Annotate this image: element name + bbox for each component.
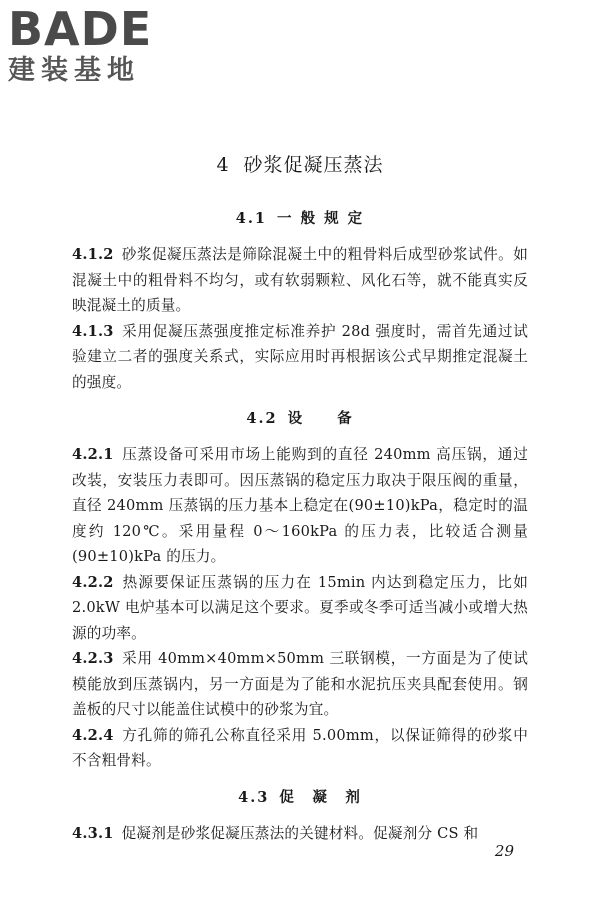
section-title-4-3 bbox=[72, 786, 528, 807]
section-title-4-1 bbox=[72, 207, 528, 228]
page-content bbox=[72, 150, 528, 846]
bade-logo bbox=[8, 2, 178, 90]
clause-4-2-2 bbox=[72, 570, 528, 647]
clause-text: 方孔筛的筛孔公称直径采用 5.00mm，以保证筛得的砂浆中不含粗骨料。 bbox=[72, 726, 528, 769]
clause-number: 4.3.1 bbox=[72, 824, 114, 842]
clause-number: 4.2.4 bbox=[72, 726, 114, 744]
clause-4-2-1 bbox=[72, 442, 528, 570]
clause-number: 4.1.3 bbox=[72, 322, 114, 340]
clause-4-1-2 bbox=[72, 242, 528, 319]
clause-text: 采用 40mm×40mm×50mm 三联钢模，一方面是为了使试模能放到压蒸锅内，另一方面是为了能和水泥抗压夹具配套使用。钢盖板的尺寸以能盖住试模中的砂浆为宜。 bbox=[72, 650, 528, 718]
clause-text: 促凝剂是砂浆促凝压蒸法的关键材料。促凝剂分 CS 和 bbox=[121, 824, 479, 842]
clause-4-3-1 bbox=[72, 821, 528, 847]
section-title-text: 设 备 bbox=[287, 410, 354, 427]
section-number: 4.1 bbox=[235, 210, 268, 227]
clause-number: 4.1.2 bbox=[72, 246, 114, 263]
page-number: 29 bbox=[494, 842, 514, 860]
chapter-title-text: 砂浆促凝压蒸法 bbox=[243, 154, 384, 176]
section-title-text: 一 般 规 定 bbox=[277, 210, 365, 227]
clause-text: 压蒸设备可采用市场上能购到的直径 240mm 高压锅，通过改装，安装压力表即可。因压蒸锅的稳定压力取决于限压阀的重量，直径 240mm 压蒸锅的压力基本上稳定在(90±10)kPa，稳定时的温度约 120℃。采用量程 0～160kPa 的压力表，比较适合测量(90±10)kPa 的压力。 bbox=[72, 446, 528, 565]
logo-wordmark: BADE bbox=[8, 2, 153, 56]
clause-text: 热源要保证压蒸锅的压力在 15min 内达到稳定压力，比如 2.0kW 电炉基本可以满足这个要求。夏季或冬季可适当减小或增大热源的功率。 bbox=[72, 573, 528, 642]
clause-number: 4.2.1 bbox=[72, 446, 114, 463]
clause-4-2-4 bbox=[72, 723, 528, 774]
clause-4-2-3 bbox=[72, 646, 528, 723]
section-number: 4.3 bbox=[238, 788, 270, 806]
section-title-text: 促 凝 剂 bbox=[279, 788, 362, 806]
clause-number: 4.2.2 bbox=[72, 573, 114, 591]
chapter-number: 4 bbox=[216, 154, 230, 176]
section-number: 4.2 bbox=[246, 410, 278, 427]
chapter-title bbox=[72, 150, 528, 177]
section-title-4-2 bbox=[72, 407, 528, 428]
clause-number: 4.2.3 bbox=[72, 650, 114, 667]
clause-text: 采用促凝压蒸强度推定标准养护 28d 强度时，需首先通过试验建立二者的强度关系式，实际应用时再根据该公式早期推定混凝土的强度。 bbox=[72, 322, 528, 391]
clause-text: 砂浆促凝压蒸法是筛除混凝土中的粗骨料后成型砂浆试件。如混凝土中的粗骨料不均匀，或有软弱颗粒、风化石等，就不能真实反映混凝土的质量。 bbox=[72, 246, 528, 314]
logo-subtitle: 建装基地 bbox=[8, 55, 140, 86]
clause-4-1-3 bbox=[72, 319, 528, 396]
